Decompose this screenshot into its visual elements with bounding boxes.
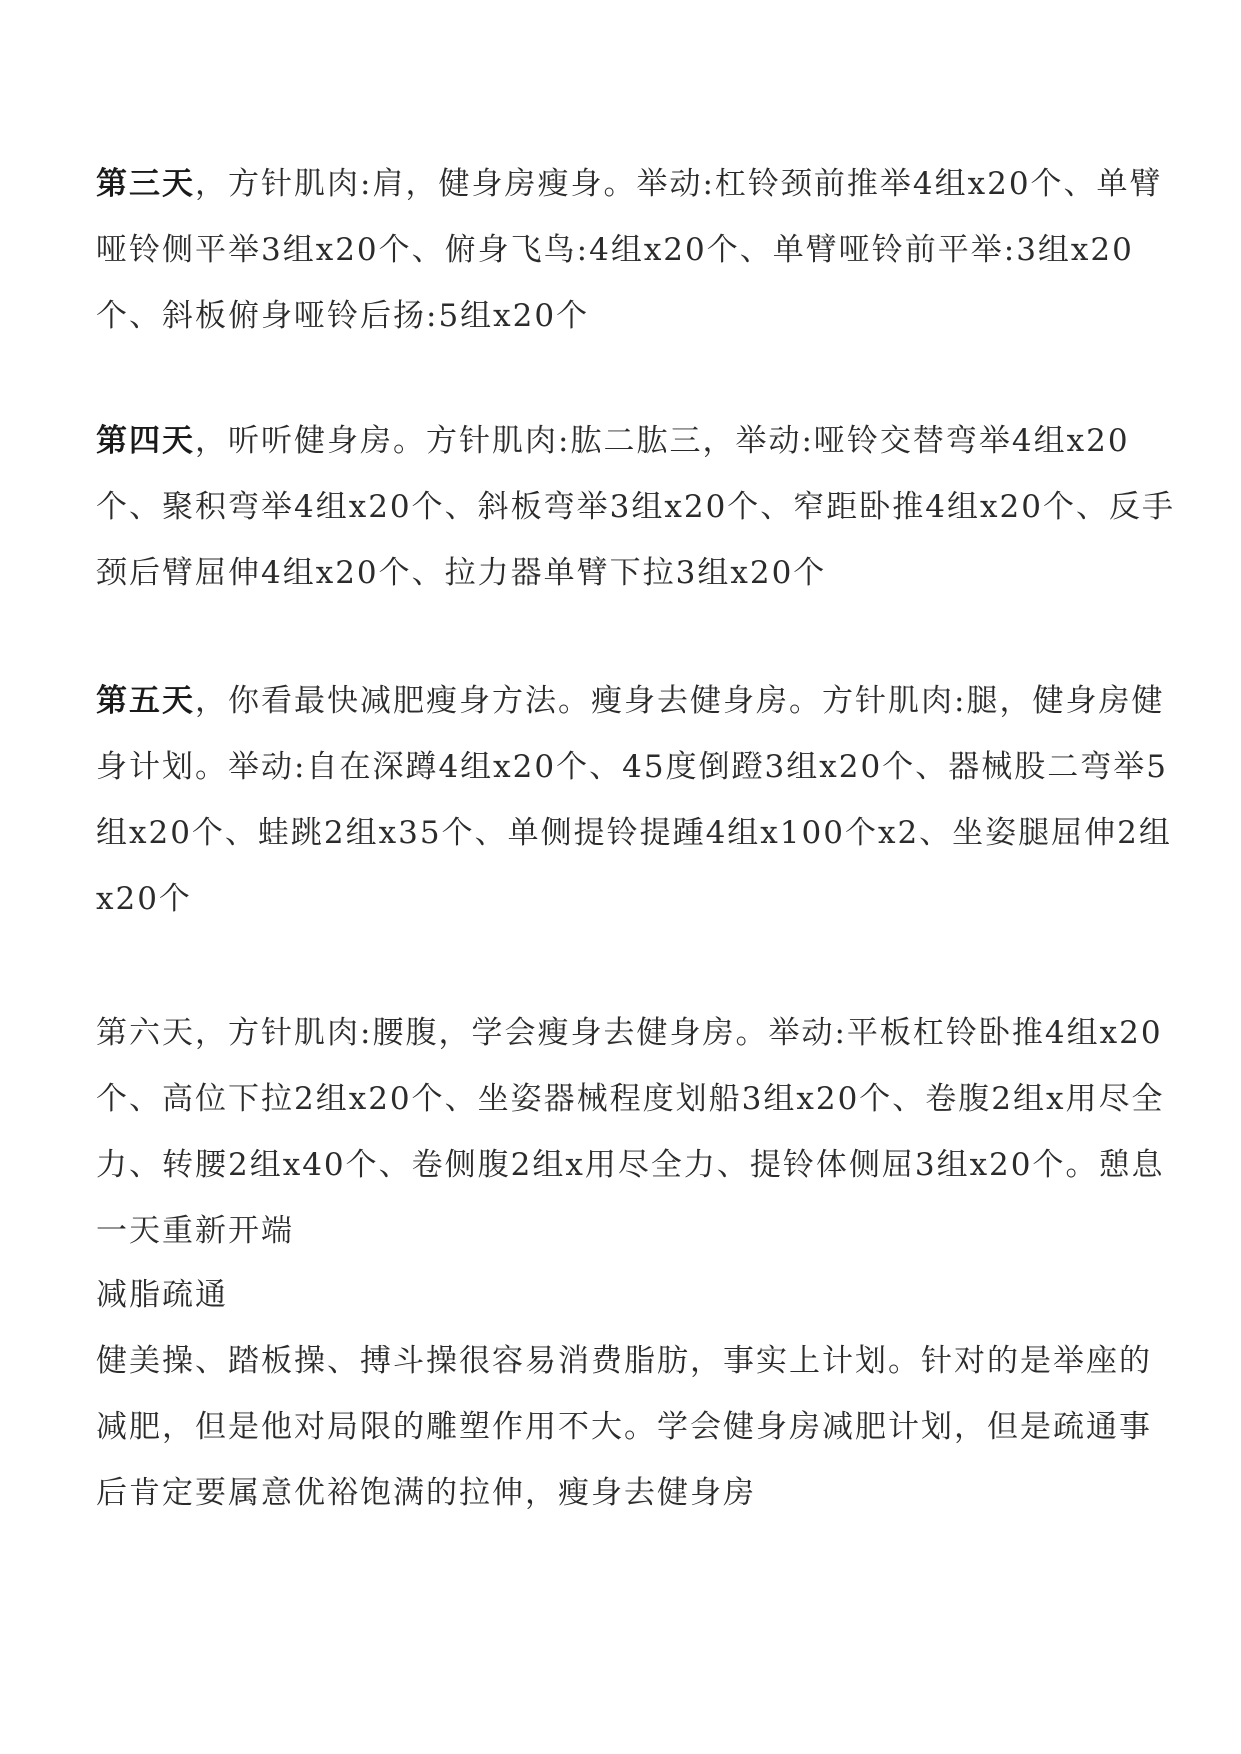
day4-body: ，听听健身房。方针肌肉:肱二肱三，举动:哑铃交替弯举4组x20个、聚积弯举4组x20个、斜板弯举3组x20个、窄距卧推4组x20个、反手颈后臂屈伸4组x20个、拉力器单臂下拉3组x20个 xyxy=(96,423,1175,591)
day3-heading: 第三天 xyxy=(96,166,195,202)
section-title: 减脂疏通 xyxy=(96,1277,228,1313)
day3-paragraph xyxy=(96,151,1176,349)
day5-paragraph xyxy=(96,668,1176,932)
closing-paragraph: 健美操、踏板操、搏斗操很容易消费脂肪，事实上计划。针对的是举座的减肥，但是他对局限的雕塑作用不大。学会健身房减肥计划，但是疏通事后肯定要属意优裕饱满的拉伸，瘦身去健身房 xyxy=(96,1343,1152,1511)
day6-paragraph: 第六天，方针肌肉:腰腹，学会瘦身去健身房。举动:平板杠铃卧推4组x20个、高位下拉2组x20个、坐姿器械程度划船3组x20个、卷腹2组x用尽全力、转腰2组x40个、卷侧腹2组x用尽全力、提铃体侧屈3组x20个。憩息一天重新开端 xyxy=(96,1015,1165,1249)
day5-body: ，你看最快减肥瘦身方法。瘦身去健身房。方针肌肉:腿，健身房健身计划。举动:自在深蹲4组x20个、45度倒蹬3组x20个、器械股二弯举5组x20个、蛙跳2组x35个、单侧提铃提踵4组x100个x2、坐姿腿屈伸2组x20个 xyxy=(96,683,1172,917)
day5-heading: 第五天 xyxy=(96,683,195,719)
day4-paragraph xyxy=(96,408,1176,606)
day4-heading: 第四天 xyxy=(96,423,195,459)
day3-body: ，方针肌肉:肩，健身房瘦身。举动:杠铃颈前推举4组x20个、单臂哑铃侧平举3组x20个、俯身飞鸟:4组x20个、单臂哑铃前平举:3组x20个、斜板俯身哑铃后扬:5组x20个 xyxy=(96,166,1163,334)
